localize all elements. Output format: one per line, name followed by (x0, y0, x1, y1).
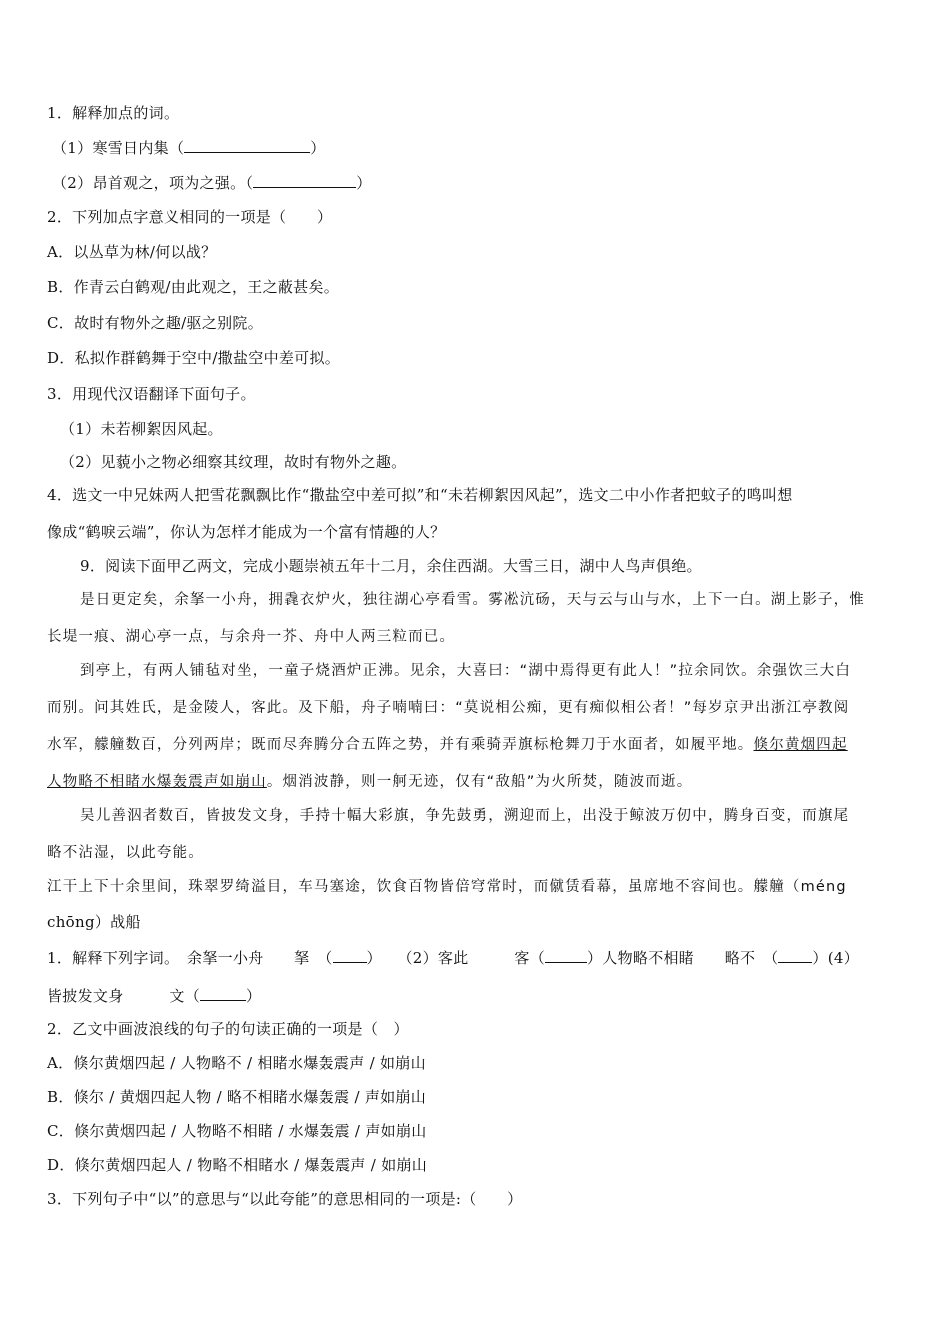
question-1-item-2: （2）昂首观之，项为之强。（ ） (52, 174, 372, 192)
passage-p2-line-2: 而别。问其姓氏，是金陵人，客此。及下船，舟子喃喃曰：“莫说相公痴，更有痴似相公者！”每岁京尹出浙江亭教阅 (47, 700, 850, 716)
passage-p2-line-4: 人物略不相睹水爆轰震声如崩山。烟消波静，则一舸无迹，仅有“敌船”为火所焚，随波而逝。 (47, 774, 693, 790)
passage-p3-line-2: 略不沾湿，以此夸能。 (47, 845, 204, 861)
question-2-title: 2．下列加点字意义相同的一项是（ ） (47, 208, 333, 226)
reading-intro: 9．阅读下面甲乙两文，完成小题崇祯五年十二月，余住西湖。大雪三日，湖中人鸟声俱绝。 (80, 557, 702, 575)
reading-question-2-option-c: C．倏尔黄烟四起 / 人物略不相睹 / 水爆轰震 / 声如崩山 (47, 1122, 427, 1140)
question-2-option-d: D．私拟作群鹤舞于空中/撒盐空中差可拟。 (47, 349, 341, 367)
question-3-item-2: （2）见藐小之物必细察其纹理，故时有物外之趣。 (60, 453, 407, 471)
question-2-option-b: B．作青云白鹤观/由此观之，王之蔽甚矣。 (47, 278, 340, 296)
question-4-line-1: 4．选文一中兄妹两人把雪花飘飘比作“撒盐空中差可拟”和“未若柳絮因风起”，选文二中小作者把蚊子的鸣叫想 (47, 486, 793, 504)
reading-question-1-line-1: 1．解释下列字词。 余拏一小舟 拏 （ ） （2）客此 客（ ）人物略不相睹 略不 （ ）(4） (47, 949, 860, 967)
reading-question-2-option-d: D．倏尔黄烟四起人 / 物略不相睹水 / 爆轰震声 / 如崩山 (47, 1156, 428, 1174)
passage-p1-line-2: 长堤一痕、湖心亭一点，与余舟一芥、舟中人两三粒而已。 (47, 629, 456, 645)
question-2-option-a: A．以丛草为林/何以战？ (47, 243, 217, 261)
reading-question-2-option-a: A．倏尔黄烟四起 / 人物略不 / 相睹水爆轰震声 / 如崩山 (47, 1054, 426, 1072)
question-3-title: 3．用现代汉语翻译下面句子。 (47, 385, 256, 403)
reading-question-1-line-2: 皆披发文身 文（ ） (47, 987, 262, 1005)
answer-blank (253, 172, 356, 188)
passage-p1-line-1: 是日更定矣，余拏一小舟，拥毳衣炉火，独往湖心亭看雪。雾凇沆砀，天与云与山与水，上下一白。湖上影子，惟 (80, 592, 865, 608)
question-3-item-1: （1）未若柳絮因风起。 (60, 420, 223, 438)
answer-blank (333, 947, 367, 963)
answer-blank (184, 137, 310, 153)
reading-question-2-option-b: B．倏尔 / 黄烟四起人物 / 略不相睹水爆轰震 / 声如崩山 (47, 1088, 427, 1106)
passage-p2-line-3: 水军，艨艟数百，分列两岸；既而尽奔腾分合五阵之势，并有乘骑弄旗标枪舞刀于水面者，如履平地。倏尔黄烟四起 (47, 737, 848, 753)
answer-blank (545, 947, 587, 963)
reading-question-3-title: 3．下列句子中“以”的意思与“以此夸能”的意思相同的一项是:（ ） (47, 1190, 523, 1208)
question-1-item-1: （1）寒雪日内集（ ） (52, 139, 326, 157)
reading-question-2-title: 2．乙文中画波浪线的句子的句读正确的一项是（ ） (47, 1020, 409, 1038)
question-2-option-c: C．故时有物外之趣/驱之别院。 (47, 314, 264, 332)
answer-blank (778, 947, 812, 963)
passage-p3-line-1: 吴儿善泅者数百，皆披发文身，手持十幅大彩旗，争先鼓勇，溯迎而上，出没于鲸波万仞中，腾身百变，而旗尾 (80, 808, 850, 824)
passage-p2-line-1: 到亭上，有两人铺毡对坐，一童子烧酒炉正沸。见余，大喜曰：“湖中焉得更有此人！”拉余同饮。余强饮三大白 (80, 663, 852, 679)
question-4-line-2: 像成“鹤唳云端”，你认为怎样才能成为一个富有情趣的人？ (47, 523, 446, 541)
passage-p4-line-2: chōng）战船 (47, 913, 141, 931)
passage-p4-line-1: 江干上下十余里间，珠翠罗绮溢目，车马塞途，饮食百物皆倍穹常时，而僦赁看幕，虽席地不容间也。艨艟（méng (47, 879, 847, 895)
question-1-title: 1．解释加点的词。 (47, 104, 180, 122)
wavy-underlined-sentence: 人物略不相睹水爆轰震声如崩山 (47, 774, 267, 790)
wavy-underlined-sentence: 倏尔黄烟四起 (753, 737, 848, 753)
answer-blank (200, 985, 246, 1001)
